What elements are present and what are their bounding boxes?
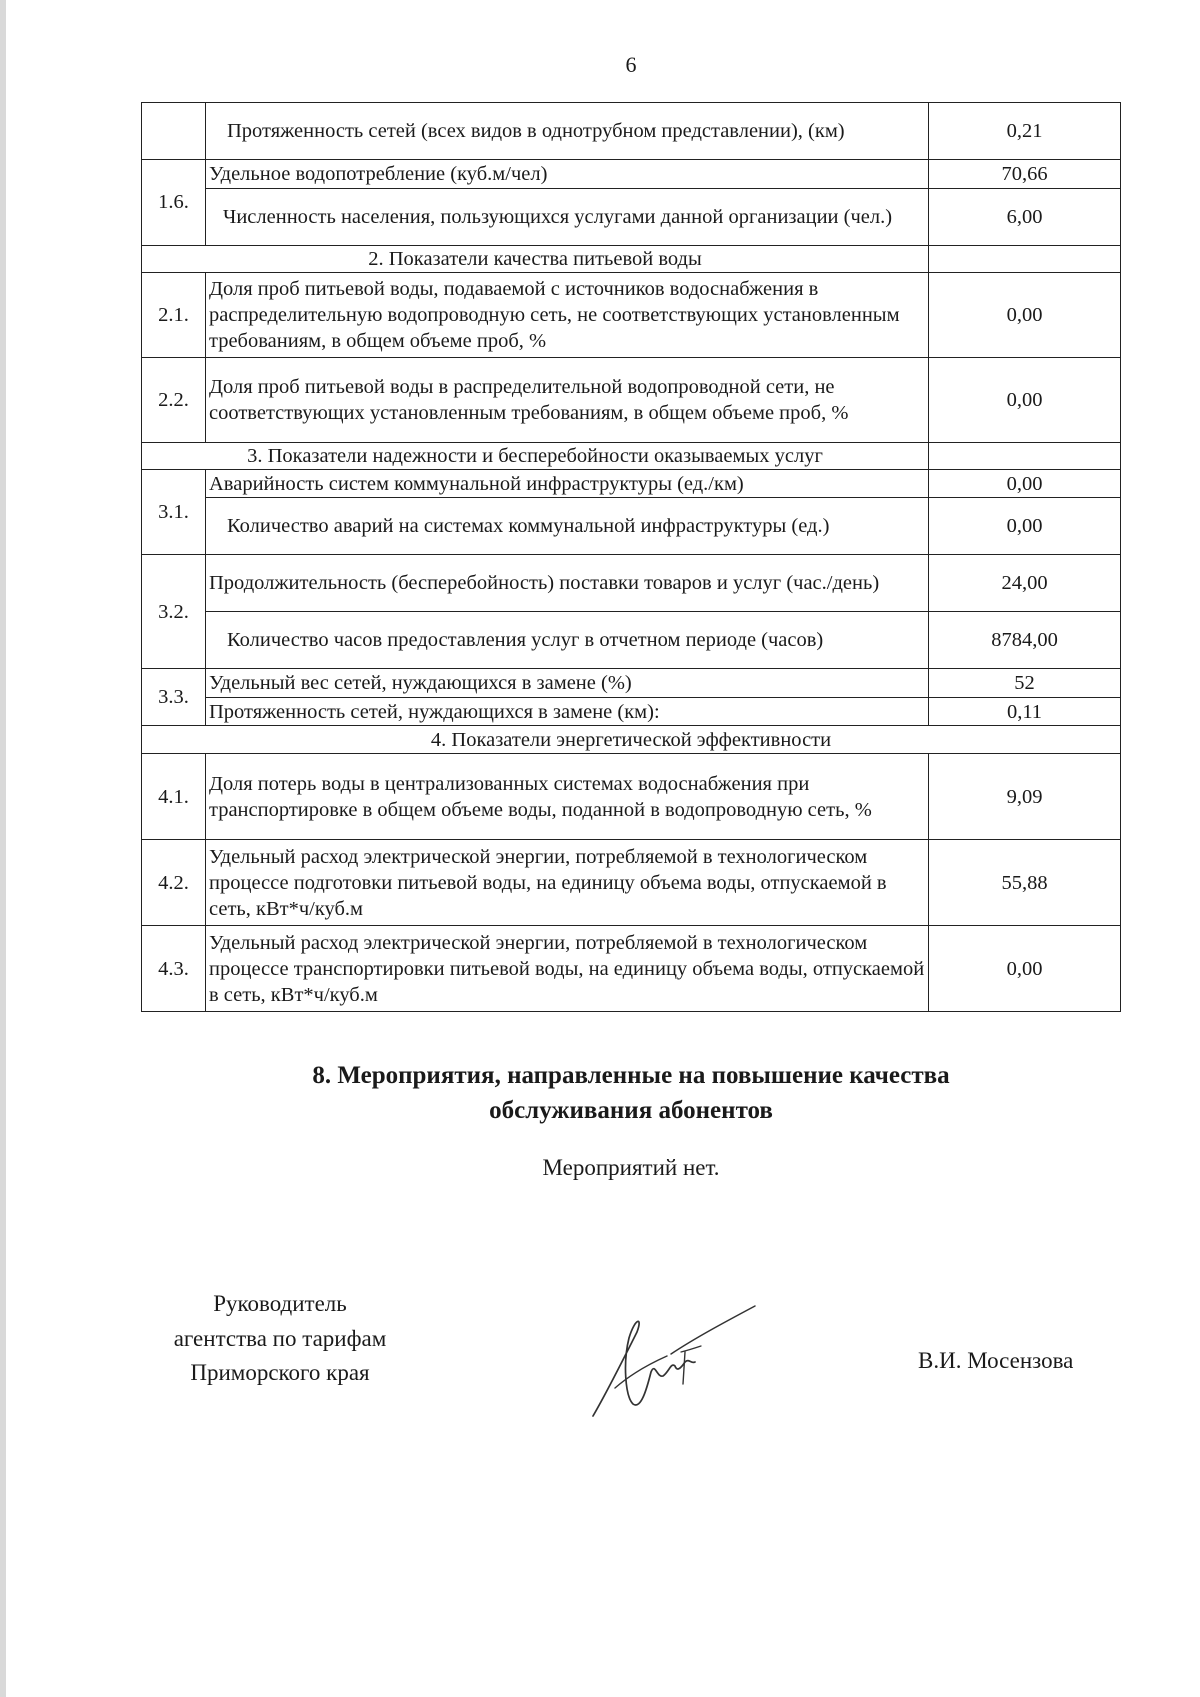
table-row (142, 189, 1121, 246)
indicator-value: 0,00 (929, 926, 1121, 1012)
table-row (142, 840, 1121, 926)
row-number: 3.1. (142, 470, 206, 555)
signer-name: В.И. Мосензова (918, 1348, 1074, 1373)
table-row (142, 358, 1121, 443)
signer-position (120, 1287, 440, 1391)
signer-position-line1: Руководитель (213, 1291, 347, 1316)
indicator-value: 24,00 (929, 555, 1121, 612)
section-heading-reliability: 3. Показатели надежности и бесперебойности оказываемых услуг (142, 443, 929, 470)
indicator-value: 9,09 (929, 754, 1121, 840)
indicator-label: Удельный вес сетей, нуждающихся в замене (%) (206, 669, 929, 698)
row-number: 2.1. (142, 273, 206, 358)
indicator-label: Численность населения, пользующихся услугами данной организации (чел.) (206, 189, 929, 246)
row-number: 3.3. (142, 669, 206, 726)
table-row (142, 103, 1121, 160)
indicator-label: Протяженность сетей (всех видов в однотрубном представлении), (км) (206, 103, 929, 160)
row-number: 4.1. (142, 754, 206, 840)
table-row (142, 160, 1121, 189)
row-number: 4.2. (142, 840, 206, 926)
indicator-label: Аварийность систем коммунальной инфраструктуры (ед./км) (206, 470, 929, 498)
section-row (142, 443, 1121, 470)
indicator-label: Доля потерь воды в централизованных системах водоснабжения при транспортировке в общем объеме воды, поданной в водопроводную сеть, % (206, 754, 929, 840)
handwritten-signature (585, 1292, 760, 1432)
indicator-value: 55,88 (929, 840, 1121, 926)
indicator-value: 52 (929, 669, 1121, 698)
indicators-table (141, 102, 1121, 1012)
indicator-value: 0,00 (929, 273, 1121, 358)
table-row (142, 698, 1121, 726)
table-row (142, 926, 1121, 1012)
indicator-label: Количество аварий на системах коммунальной инфраструктуры (ед.) (206, 498, 929, 555)
table-row (142, 669, 1121, 698)
no-events-text: Мероприятий нет. (542, 1155, 720, 1180)
table-row (142, 612, 1121, 669)
indicator-value: 0,21 (929, 103, 1121, 160)
table-row (142, 754, 1121, 840)
row-number: 2.2. (142, 358, 206, 443)
indicator-label: Удельный расход электрической энергии, потребляемой в технологическом процессе транспортировки питьевой воды, на единицу объема воды, отпускаемой в сеть, кВт*ч/куб.м (206, 926, 929, 1012)
indicator-label: Удельный расход электрической энергии, потребляемой в технологическом процессе подготовки питьевой воды, на единицу объема воды, отпускаемой в сеть, кВт*ч/куб.м (206, 840, 929, 926)
row-number: 4.3. (142, 926, 206, 1012)
indicator-label: Удельное водопотребление (куб.м/чел) (206, 160, 929, 189)
indicator-value: 0,00 (929, 470, 1121, 498)
indicator-value: 0,00 (929, 358, 1121, 443)
section-8-title-line2: обслуживания абонентов (489, 1097, 773, 1124)
row-number: 1.6. (142, 160, 206, 246)
section-heading-quality: 2. Показатели качества питьевой воды (142, 246, 929, 273)
indicator-label: Протяженность сетей, нуждающихся в замене (км): (206, 698, 929, 726)
table-row (142, 273, 1121, 358)
page-number: 6 (625, 52, 637, 77)
section-row (142, 726, 1121, 754)
indicator-label: Доля проб питьевой воды, подаваемой с источников водоснабжения в распределительную водопроводную сеть, не соответствующих установленным требованиям, в общем объеме проб, % (206, 273, 929, 358)
section-row (142, 246, 1121, 273)
scan-edge-shadow (0, 0, 6, 1697)
indicator-value: 0,00 (929, 498, 1121, 555)
section-8-title-line1: 8. Мероприятия, направленные на повышение качества (312, 1062, 950, 1089)
table-row (142, 555, 1121, 612)
signer-position-line3: Приморского края (190, 1360, 370, 1385)
indicator-value: 70,66 (929, 160, 1121, 189)
indicator-label: Доля проб питьевой воды в распределительной водопроводной сети, не соответствующих установленным требованиям, в общем объеме проб, % (206, 358, 929, 443)
table-row (142, 470, 1121, 498)
indicator-value: 0,11 (929, 698, 1121, 726)
signer-position-line2: агентства по тарифам (173, 1325, 387, 1351)
row-number (142, 103, 206, 160)
indicator-value: 8784,00 (929, 612, 1121, 669)
table-row (142, 498, 1121, 555)
indicator-value: 6,00 (929, 189, 1121, 246)
section-8-heading (0, 1058, 1200, 1128)
indicator-label: Количество часов предоставления услуг в отчетном периоде (часов) (206, 612, 929, 669)
indicator-label: Продолжительность (бесперебойность) поставки товаров и услуг (час./день) (206, 555, 929, 612)
section-heading-energy: 4. Показатели энергетической эффективности (142, 726, 1121, 754)
row-number: 3.2. (142, 555, 206, 669)
